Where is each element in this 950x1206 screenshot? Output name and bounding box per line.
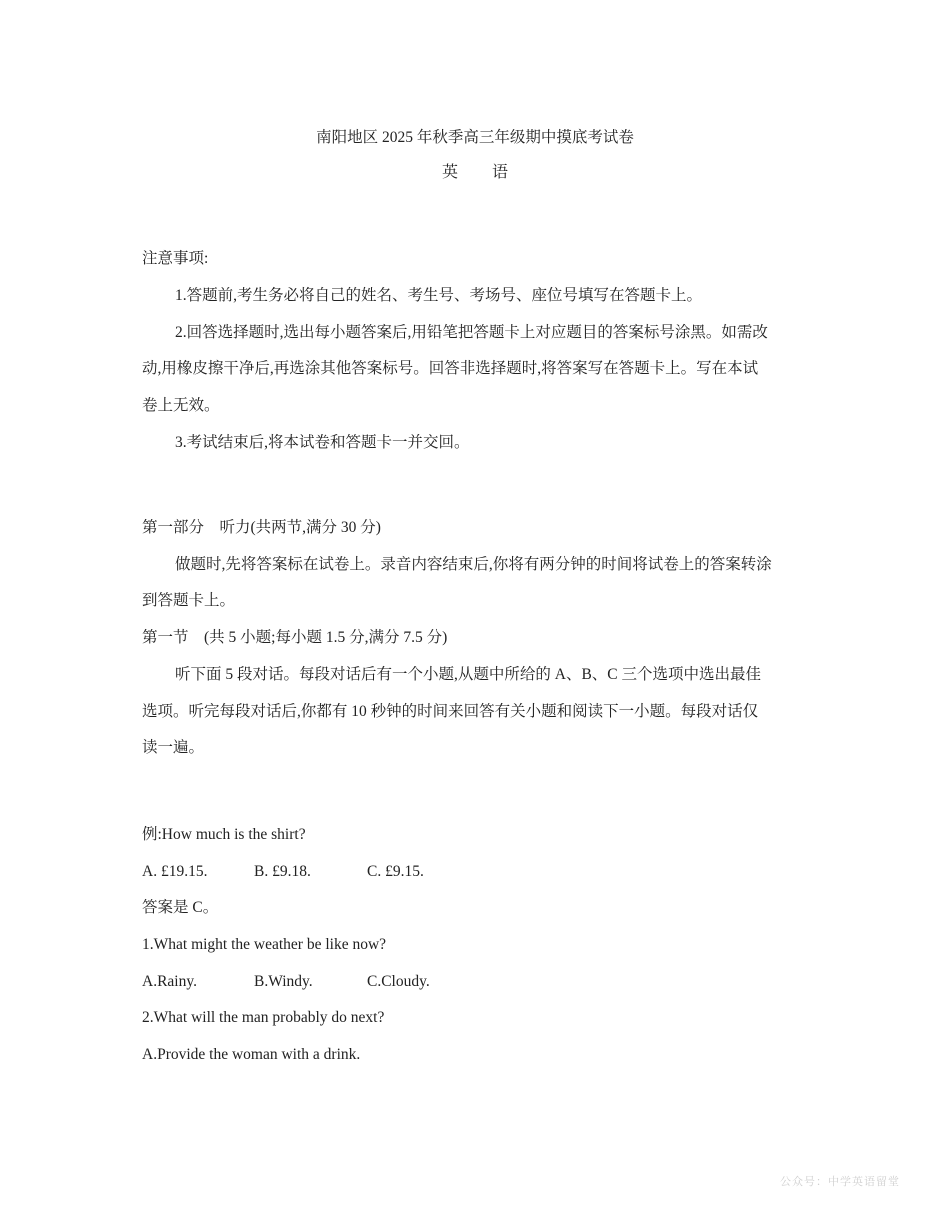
note-item-3: 3.考试结束后,将本试卷和答题卡一并交回。 — [175, 434, 470, 451]
part1-heading: 第一部分 听力(共两节,满分 30 分) — [142, 519, 381, 536]
part1-intro-line-2: 到答题卡上。 — [142, 592, 236, 609]
subject-char-1: 英 — [441, 164, 458, 181]
section1-intro-line-3: 读一遍。 — [142, 739, 205, 756]
note-item-1: 1.答题前,考生务必将自己的姓名、考生号、考场号、座位号填写在答题卡上。 — [175, 287, 703, 304]
question-2-option-a: A.Provide the woman with a drink. — [142, 1046, 361, 1063]
question-1-option-a: A.Rainy. — [142, 973, 197, 990]
example-question: 例:How much is the shirt? — [142, 826, 306, 843]
question-2: 2.What will the man probably do next? — [142, 1009, 385, 1026]
note-item-2-line-1: 2.回答选择题时,选出每小题答案后,用铅笔把答题卡上对应题目的答案标号涂黑。如需改 — [175, 324, 768, 341]
exam-title: 南阳地区 2025 年秋季高三年级期中摸底考试卷 — [316, 129, 634, 146]
section1-intro-line-1: 听下面 5 段对话。每段对话后有一个小题,从题中所给的 A、B、C 三个选项中选出最佳 — [175, 666, 761, 683]
question-1: 1.What might the weather be like now? — [142, 936, 387, 953]
note-item-2-line-3: 卷上无效。 — [142, 397, 220, 414]
section1-intro-line-2: 选项。听完每段对话后,你都有 10 秒钟的时间来回答有关小题和阅读下一小题。每段对话仅 — [142, 703, 759, 720]
section1-heading: 第一节 (共 5 小题;每小题 1.5 分,满分 7.5 分) — [142, 629, 448, 646]
notes-heading: 注意事项: — [142, 250, 209, 267]
part1-intro-line-1: 做题时,先将答案标在试卷上。录音内容结束后,你将有两分钟的时间将试卷上的答案转涂 — [175, 556, 772, 573]
example-answer: 答案是 C。 — [142, 899, 219, 916]
question-1-option-b: B.Windy. — [254, 973, 313, 990]
subject-title — [0, 163, 950, 183]
question-1-option-c: C.Cloudy. — [367, 973, 430, 990]
example-option-c: C. £9.15. — [367, 863, 424, 880]
example-option-b: B. £9.18. — [254, 863, 311, 880]
watermark: 公众号：中学英语留堂 — [780, 1175, 900, 1188]
example-option-a: A. £19.15. — [142, 863, 208, 880]
note-item-2-line-2: 动,用橡皮擦干净后,再选涂其他答案标号。回答非选择题时,将答案写在答题卡上。写在本试 — [142, 360, 759, 377]
subject-char-2: 语 — [492, 164, 509, 181]
